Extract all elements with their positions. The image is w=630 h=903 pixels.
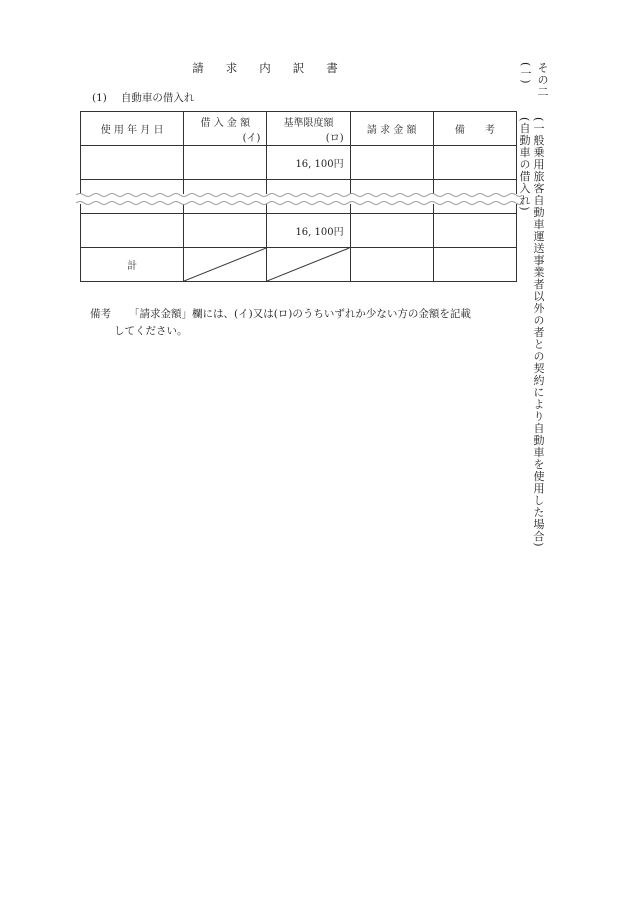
header-borrow-amount-sub: (イ)	[242, 132, 261, 144]
total-borrow-crossed	[184, 248, 267, 282]
cell-date	[81, 146, 184, 180]
diagonal-line-icon	[184, 248, 266, 281]
note-label: 備考	[90, 308, 111, 320]
note-line1: 「請求金額」欄には、(イ)又は(ロ)のうちいずれか少ない方の金額を記載	[129, 308, 471, 320]
header-claim-amount: 請 求 金 額	[350, 112, 433, 146]
cell-date	[81, 214, 184, 248]
cell-borrow	[184, 214, 267, 248]
omission-break-mark	[76, 191, 522, 207]
header-remarks: 備 考	[433, 112, 516, 146]
header-limit-amount-label: 基準限度額	[283, 117, 334, 129]
cell-limit: 16, 100円	[267, 214, 350, 248]
total-label: 計	[81, 248, 184, 282]
side-case-description: (一般乗用旅客自動車運送事業者以外の者との契約により自動車を使用した場合)	[532, 117, 545, 548]
title-char: 請	[192, 61, 204, 75]
header-limit-amount-sub: (ロ)	[325, 132, 344, 144]
side-form-sub-number: (一)	[519, 62, 532, 85]
title-char: 内	[259, 61, 271, 75]
side-form-number: その二	[536, 62, 549, 98]
table-row	[81, 146, 517, 180]
table-row	[81, 214, 517, 248]
diagonal-line-icon	[267, 248, 349, 281]
title-char: 求	[225, 61, 238, 75]
section-number: (1)	[92, 92, 107, 104]
header-date: 使 用 年 月 日	[81, 112, 184, 146]
total-limit-crossed	[267, 248, 350, 282]
cell-borrow	[184, 146, 267, 180]
cell-remarks	[433, 146, 516, 180]
cell-limit: 16, 100円	[267, 146, 350, 180]
title-char: 書	[326, 61, 338, 75]
cell-claim	[350, 214, 433, 248]
total-remarks	[433, 248, 516, 282]
note-line2: してください。	[114, 325, 188, 337]
header-limit-amount	[267, 112, 350, 146]
title-char: 訳	[292, 61, 305, 75]
section-heading	[92, 90, 194, 105]
table-total-row	[81, 248, 517, 282]
side-case-title: (自動車の借入れ)	[518, 117, 531, 212]
cell-claim	[350, 146, 433, 180]
table-header-row	[81, 112, 517, 146]
header-borrow-amount-label: 借 入 金 額	[200, 117, 251, 129]
total-claim	[350, 248, 433, 282]
header-borrow-amount	[184, 112, 267, 146]
remarks-note	[90, 306, 520, 340]
section-label: 自動車の借入れ	[120, 92, 195, 104]
document-title	[0, 60, 530, 76]
cell-remarks	[433, 214, 516, 248]
